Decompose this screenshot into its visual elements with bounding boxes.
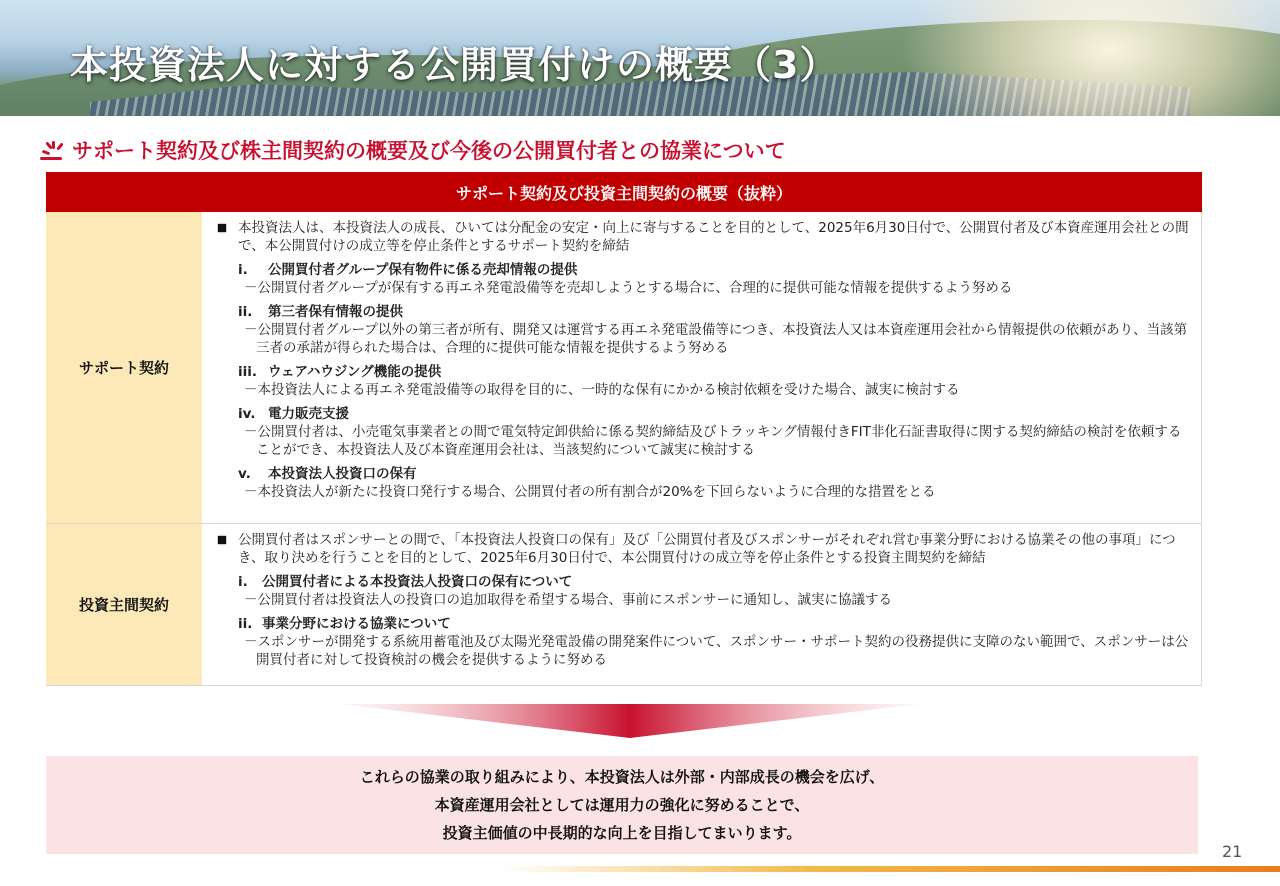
list-item — [212, 261, 1193, 297]
item-title: ウェアハウジング機能の提供 — [268, 364, 442, 380]
item-desc: －本投資法人による再エネ発電設備等の取得を目的に、一時的な保有にかかる検討依頼を受けた場合、誠実に検討する — [244, 382, 960, 398]
item-number: iv. — [238, 406, 256, 422]
item-desc: －本投資法人が新たに投資口発行する場合、公開買付者の所有割合が20%を下回らないように合理的な措置をとる — [244, 484, 936, 500]
table-row-investor — [46, 524, 1202, 686]
item-title: 公開買付者グループ保有物件に係る売却情報の提供 — [268, 262, 578, 278]
list-item — [212, 303, 1193, 357]
row-label-support: サポート契約 — [46, 212, 204, 523]
table-header: サポート契約及び投資主間契約の概要（抜粋） — [46, 172, 1202, 212]
item-title: 第三者保有情報の提供 — [268, 304, 403, 320]
item-title: 電力販売支援 — [268, 406, 349, 422]
list-item — [212, 465, 1193, 501]
item-number: iii. — [238, 364, 258, 380]
bullet-intro — [212, 531, 1193, 567]
list-item — [212, 615, 1193, 669]
item-title: 事業分野における協業について — [262, 616, 451, 632]
row-content-investor — [204, 524, 1202, 685]
row-content-support — [204, 212, 1202, 523]
intro-text: 本投資法人は、本投資法人の成長、ひいては分配金の安定・向上に寄与することを目的として、2025年6月30日付で、公開買付者及び本資産運用会社との間で、本公開買付けの成立等を停止条件とするサポート契約を締結 — [238, 220, 1189, 254]
section-heading — [40, 136, 786, 164]
square-bullet-icon — [218, 224, 226, 232]
contract-table — [46, 172, 1202, 686]
square-bullet-icon — [218, 536, 226, 544]
item-number: ii. — [238, 304, 253, 320]
item-desc: －公開買付者は投資法人の投資口の追加取得を希望する場合、事前にスポンサーに通知し、誠実に協議する — [244, 592, 892, 608]
conclusion-line-3: 投資主価値の中長期的な向上を目指してまいります。 — [442, 824, 802, 842]
item-number: ii. — [238, 616, 253, 632]
page-title: 本投資法人に対する公開買付けの概要（3） — [70, 43, 839, 87]
item-number: v. — [238, 466, 251, 482]
row-label-investor: 投資主間契約 — [46, 524, 204, 685]
item-desc: －公開買付者グループが保有する再エネ発電設備等を売却しようとする場合に、合理的に提供可能な情報を提供するよう努める — [244, 280, 1013, 296]
intro-text: 公開買付者はスポンサーとの間で、「本投資法人投資口の保有」及び「公開買付者及びスポンサーがそれぞれ営む事業分野における協業その他の事項」につき、取り決めを行うことを目的として、2025年6月30日付で、本公開買付けの成立等を停止条件とする投資主間契約を締結 — [238, 532, 1176, 566]
item-number: i. — [238, 262, 248, 278]
list-item — [212, 573, 1193, 609]
item-desc: －スポンサーが開発する系統用蓄電池及び太陽光発電設備の開発案件について、スポンサー・サポート契約の役務提供に支障のない範囲で、スポンサーは公開買付者に対して投資検討の機会を提供するように努める — [244, 634, 1189, 668]
section-heading-text: サポート契約及び株主間契約の概要及び今後の公開買付者との協業について — [72, 139, 786, 163]
conclusion-line-2: 本資産運用会社としては運用力の強化に努めることで、 — [434, 796, 810, 814]
list-item — [212, 363, 1193, 399]
table-row-support — [46, 212, 1202, 524]
item-title: 公開買付者による本投資法人投資口の保有について — [262, 574, 573, 590]
item-desc: －公開買付者は、小売電気事業者との間で電気特定卸供給に係る契約締結及びトラッキング情報付きFIT非化石証書取得に関する契約締結の検討を依頼することができ、本投資法人及び本資産運用会社は、当該契約について誠実に検討する — [244, 424, 1182, 458]
item-title: 本投資法人投資口の保有 — [268, 466, 417, 482]
conclusion-box — [46, 756, 1198, 854]
bullet-intro — [212, 219, 1193, 255]
page-number: 21 — [1222, 842, 1243, 861]
down-arrow-icon — [340, 704, 920, 738]
footer-accent-line — [500, 866, 1280, 872]
conclusion-line-1: これらの協業の取り組みにより、本投資法人は外部・内部成長の機会を広げ、 — [359, 768, 885, 786]
list-item — [212, 405, 1193, 459]
sun-glow — [900, 0, 1280, 116]
item-number: i. — [238, 574, 248, 590]
header-banner — [0, 0, 1280, 116]
item-desc: －公開買付者グループ以外の第三者が所有、開発又は運営する再エネ発電設備等につき、本投資法人又は本資産運用会社から情報提供の依頼があり、当該第三者の承諾が得られた場合は、合理的に提供可能な情報を提供するよう努める — [244, 322, 1188, 356]
sunburst-icon — [40, 139, 64, 161]
